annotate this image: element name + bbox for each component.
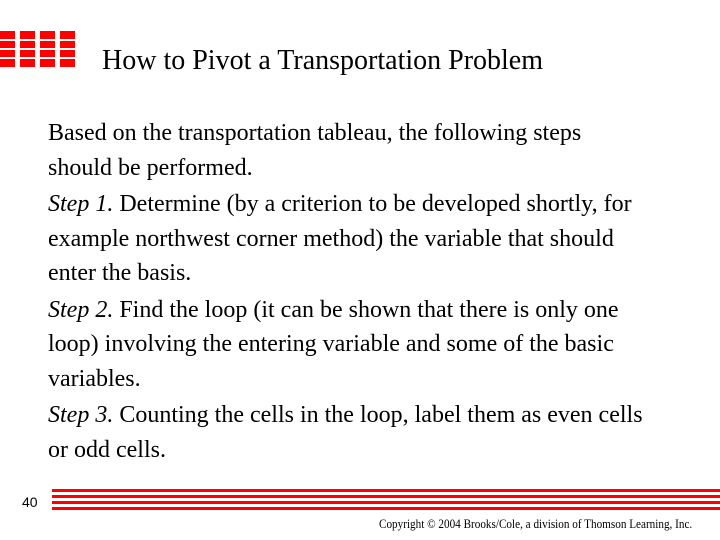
- footer-stripe: [52, 489, 720, 492]
- step-3-text: Counting the cells in the loop, label them as even cells or odd cells.: [48, 402, 643, 463]
- logo-band: [0, 39, 78, 41]
- step-2-paragraph: [48, 293, 648, 397]
- logo-band: [0, 57, 78, 59]
- copyright-notice: Copyright © 2004 Brooks/Cole, a division of Thomson Learning, Inc.: [378, 516, 692, 531]
- logo-band: [0, 48, 78, 50]
- footer-stripe: [52, 501, 720, 504]
- page-number: 40: [22, 494, 38, 510]
- step-1-label: Step 1.: [48, 191, 114, 217]
- footer-stripes: [52, 489, 720, 517]
- step-2-text: Find the loop (it can be shown that there is only one loop) involving the entering variable and some of the basic variables.: [48, 296, 619, 392]
- red-block-logo: [0, 31, 78, 67]
- step-3-label: Step 3.: [48, 402, 114, 428]
- footer-stripe: [52, 495, 720, 498]
- step-2-label: Step 2.: [48, 296, 114, 323]
- slide-body: [48, 116, 648, 469]
- slide-title: How to Pivot a Transportation Problem: [102, 45, 544, 76]
- step-3-paragraph: [48, 398, 648, 467]
- step-1-paragraph: [48, 187, 648, 291]
- intro-paragraph: Based on the transportation tableau, the following steps should be performed.: [48, 120, 582, 181]
- footer-stripe: [52, 507, 720, 510]
- step-1-text: Determine (by a criterion to be developed shortly, for example northwest corner method) the variable that should enter the basis.: [48, 191, 632, 286]
